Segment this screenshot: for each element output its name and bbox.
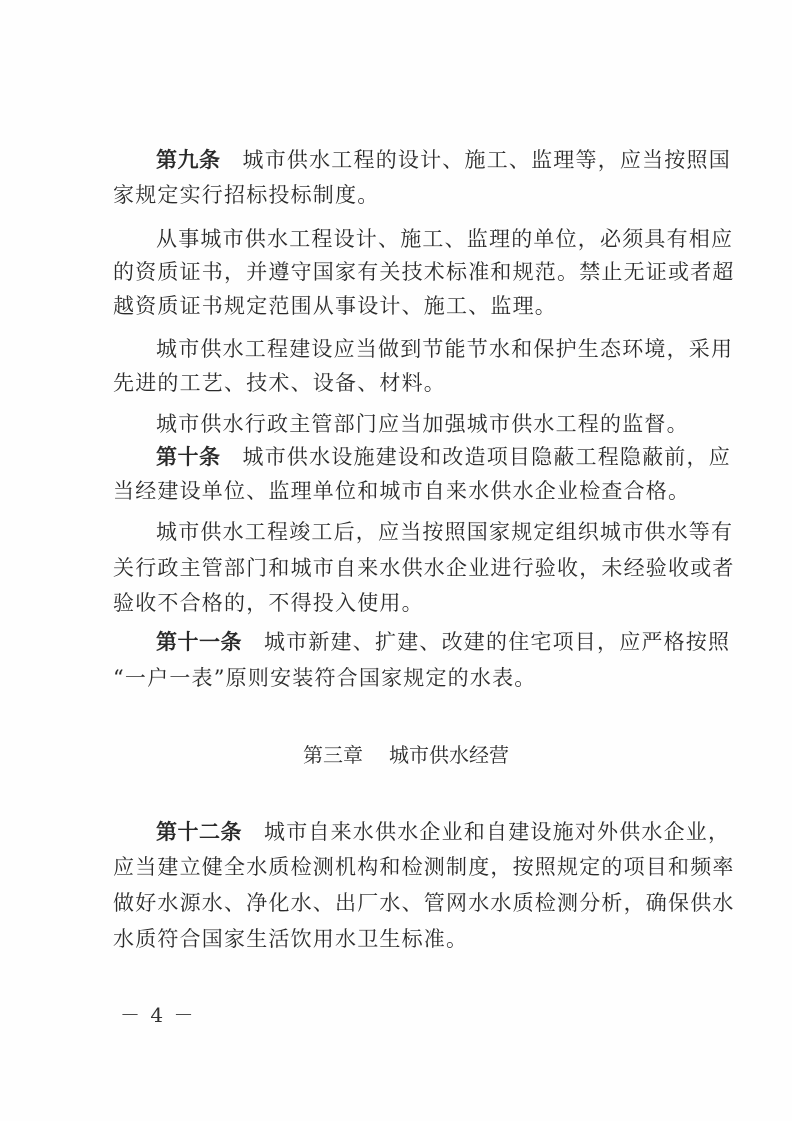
article-11-heading: 第十一条 — [156, 630, 242, 654]
chapter-number: 第三章 — [303, 743, 363, 767]
article-9-heading: 第九条 — [156, 148, 221, 172]
paragraph-2-line-2: 的资质证书，并遵守国家有关技术标准和规范。禁止无证或者超 — [113, 260, 735, 284]
paragraph-2-line-1: 从事城市供水工程设计、施工、监理的单位，必须具有相应 — [156, 227, 734, 251]
paragraph-4-line-1: 城市供水行政主管部门应当加强城市供水工程的监督。 — [156, 412, 689, 436]
article-12-line-4: 水质符合国家生活饮用水卫生标准。 — [113, 927, 469, 951]
page-number: － 4 － — [120, 1003, 196, 1027]
article-11-line-1 — [156, 627, 730, 657]
chapter-heading — [0, 740, 792, 770]
article-12-text-1: 城市自来水供水企业和自建设施对外供水企业， — [264, 820, 731, 844]
article-10-text-1: 城市供水设施建设和改造项目隐蔽工程隐蔽前，应 — [242, 445, 731, 469]
article-12-line-2: 应当建立健全水质检测机构和检测制度，按照规定的项目和频率 — [113, 855, 735, 879]
article-11-line-2: “一户一表”原则安装符合国家规定的水表。 — [113, 666, 537, 690]
article-9-text-1: 城市供水工程的设计、施工、监理等，应当按照国 — [242, 148, 731, 172]
article-12-line-1 — [156, 817, 730, 847]
paragraph-2-line-3: 越资质证书规定范围从事设计、施工、监理。 — [113, 294, 557, 318]
paragraph-3-line-1: 城市供水工程建设应当做到节能节水和保护生态环境，采用 — [156, 337, 734, 361]
chapter-title: 城市供水经营 — [389, 743, 509, 767]
article-12-heading: 第十二条 — [156, 820, 242, 844]
article-12-line-3: 做好水源水、净化水、出厂水、管网水水质检测分析，确保供水 — [113, 891, 735, 915]
article-10-line-2: 当经建设单位、监理单位和城市自来水供水企业检查合格。 — [113, 479, 691, 503]
paragraph-6-line-3: 验收不合格的，不得投入使用。 — [113, 591, 424, 615]
article-10-line-1 — [156, 442, 731, 472]
article-9-line-1 — [156, 145, 731, 175]
paragraph-3-line-2: 先进的工艺、技术、设备、材料。 — [113, 371, 446, 395]
article-10-heading: 第十条 — [156, 445, 221, 469]
article-11-text-1: 城市新建、扩建、改建的住宅项目，应严格按照 — [264, 630, 731, 654]
paragraph-6-line-2: 关行政主管部门和城市自来水供水企业进行验收，未经验收或者 — [113, 556, 735, 580]
article-9-line-2: 家规定实行招标投标制度。 — [113, 183, 380, 207]
paragraph-6-line-1: 城市供水工程竣工后，应当按照国家规定组织城市供水等有 — [156, 520, 734, 544]
